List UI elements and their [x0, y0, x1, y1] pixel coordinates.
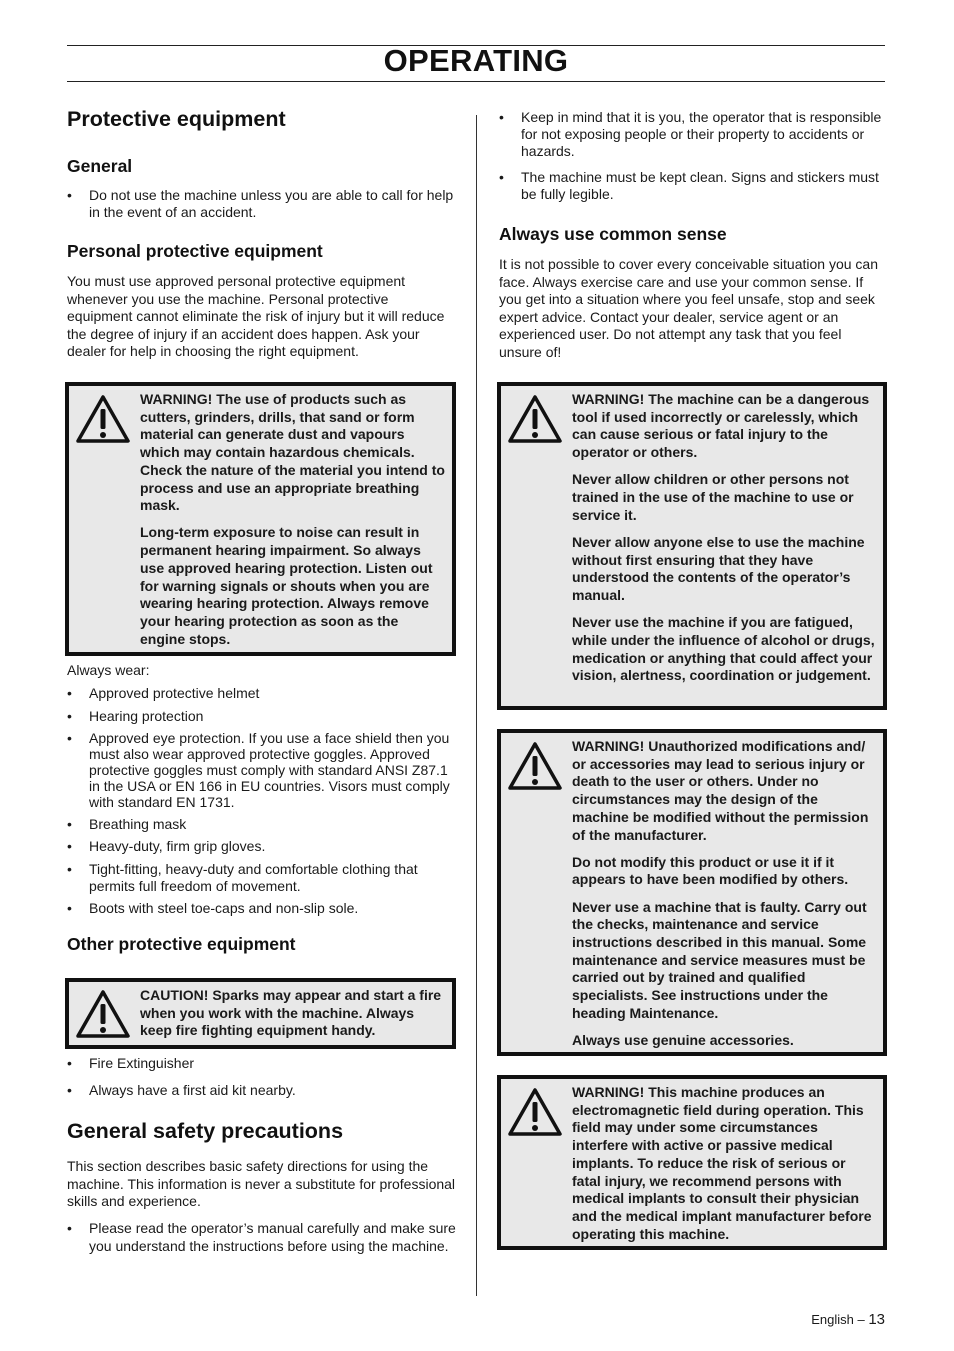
- section-heading-general-safety-precautions: General safety precautions: [67, 1119, 344, 1143]
- personal-paragraph: You must use approved personal protective equipment whenever you use the machine. Personal protective equipment cannot eliminate the risk of injury but it will reduce the degree of injury if an accident does happen. Ask your dealer for help in choosing the right equipment.: [67, 273, 445, 359]
- warning-triangle-icon: [507, 394, 563, 444]
- list-item: • Please read the operator’s manual carefully and make sure you understand the instructions before using the machine.: [67, 1220, 456, 1255]
- list-item: • Heavy-duty, firm grip gloves.: [67, 838, 456, 855]
- footer-dash: –: [857, 1312, 865, 1327]
- list-item: • Tight-fitting, heavy-duty and comfortable clothing that permits full freedom of movement.: [67, 861, 456, 895]
- list-item: • Breathing mask: [67, 816, 456, 833]
- warning-text: WARNING! This machine produces an electromagnetic field during operation. This field may under some circumstances interfere with active or passive medical implants. To reduce the risk of serious or fatal injury, we recommend persons with medical implants to consult their physician and the medical implant manufacturer before operating this machine.: [572, 1084, 872, 1242]
- header-bottom-rule: [67, 81, 885, 82]
- warning-text: Long-term exposure to noise can result in permanent hearing impairment. So always use approved hearing protection. Listen out for warning signals or shouts when you are wearing hearing protection. Always remove your hearing protection as soon as the engine stops.: [140, 524, 433, 647]
- safety-paragraph: This section describes basic safety directions for using the machine. This information is never a substitute for professional skills and experience.: [67, 1158, 456, 1209]
- safety-list: [67, 1220, 456, 1255]
- warning-triangle-icon: [75, 989, 131, 1039]
- warning-text: Never use the machine if you are fatigued, while under the influence of alcohol or drugs, medication or anything that could affect your vision, alertness, coordination or judgement.: [572, 614, 875, 684]
- warning-text: WARNING! The machine can be a dangerous tool if used incorrectly or carelessly, which can cause serious or fatal injury to the operator or others.: [572, 391, 870, 461]
- warning-box-electromagnetic: [497, 1075, 887, 1250]
- warning-text: WARNING! The use of products such as cutters, grinders, drills, that sand or form material can generate dust and vapours which may contain hazardous chemicals. Check the nature of the material you intend to process and use an appropriate breathing mask.: [140, 391, 445, 514]
- caution-box-sparks: [65, 978, 456, 1049]
- warning-box-dangerous-tool: [497, 382, 887, 710]
- other-equipment-list: [67, 1055, 456, 1099]
- warning-box-dust-noise: [65, 382, 456, 656]
- warning-text: Never allow children or other persons not trained in the use of the machine to use or service it.: [572, 471, 854, 523]
- subheading-personal-protective-equipment: Personal protective equipment: [67, 241, 323, 261]
- warning-text: Never allow anyone else to use the machine without first ensuring that they have understood the contents of the operator’s manual.: [572, 533, 865, 604]
- subheading-other-protective-equipment: Other protective equipment: [67, 934, 296, 954]
- page-number: 13: [868, 1311, 885, 1328]
- general-list: [67, 187, 456, 221]
- caution-text: CAUTION! Sparks may appear and start a fire when you work with the machine. Always keep fire fighting equipment handy.: [140, 987, 442, 1039]
- list-item: • Do not use the machine unless you are able to call for help in the event of an accident.: [67, 187, 456, 221]
- warning-box-modifications: [497, 729, 887, 1056]
- page-title: OPERATING: [383, 43, 569, 78]
- list-item: • Always have a first aid kit nearby.: [67, 1082, 456, 1099]
- list-item: • Hearing protection: [67, 708, 456, 725]
- list-item: • Boots with steel toe-caps and non-slip sole.: [67, 900, 456, 917]
- wear-list: [67, 685, 456, 917]
- section-heading-protective-equipment: Protective equipment: [67, 107, 286, 131]
- always-wear-label: Always wear:: [67, 662, 150, 678]
- common-sense-paragraph: It is not possible to cover every conceivable situation you can face. Always exercise care and use your common sense. If you get into a situation where you feel unsafe, stop and seek expert advice. Contact your dealer, service agent or an experienced user. Do not attempt any task that you feel unsure of!: [499, 256, 878, 360]
- list-item: • Approved protective helmet: [67, 685, 456, 702]
- list-item: • Keep in mind that it is you, the operator that is responsible for not exposing people or their property to accidents or hazards.: [499, 109, 887, 160]
- warning-triangle-icon: [507, 1087, 563, 1137]
- warning-text: WARNING! Unauthorized modifications and/ or accessories may lead to serious injury or death to the user or others. Under no circumstances may the design of the machine be modified without the permission of the manufacturer.: [572, 738, 869, 843]
- warning-text: Always use genuine accessories.: [572, 1032, 794, 1049]
- warning-triangle-icon: [507, 741, 563, 791]
- responsibility-list: [499, 109, 887, 203]
- list-item: • Approved eye protection. If you use a face shield then you must also wear approved protective goggles. Approved protective goggles must comply with standard ANSI Z87.1 in the USA or EN 166 in EU countries. Visors must comply with standard EN 1731.: [67, 730, 456, 810]
- warning-triangle-icon: [75, 394, 131, 444]
- subheading-always-use-common-sense: Always use common sense: [499, 224, 727, 244]
- list-item: • Fire Extinguisher: [67, 1055, 456, 1072]
- page-footer: [811, 1311, 885, 1328]
- subheading-general: General: [67, 156, 133, 176]
- warning-text: Never use a machine that is faulty. Carry out the checks, maintenance and service instructions described in this manual. Some maintenance and service measures must be carried out by trained and qualified specialists. See instructions under the heading Maintenance.: [572, 898, 867, 1021]
- footer-language: English: [811, 1312, 854, 1327]
- column-divider: [476, 115, 477, 1296]
- list-item: • The machine must be kept clean. Signs and stickers must be fully legible.: [499, 169, 887, 203]
- warning-text: Do not modify this product or use it if it appears to have been modified by others.: [572, 853, 849, 888]
